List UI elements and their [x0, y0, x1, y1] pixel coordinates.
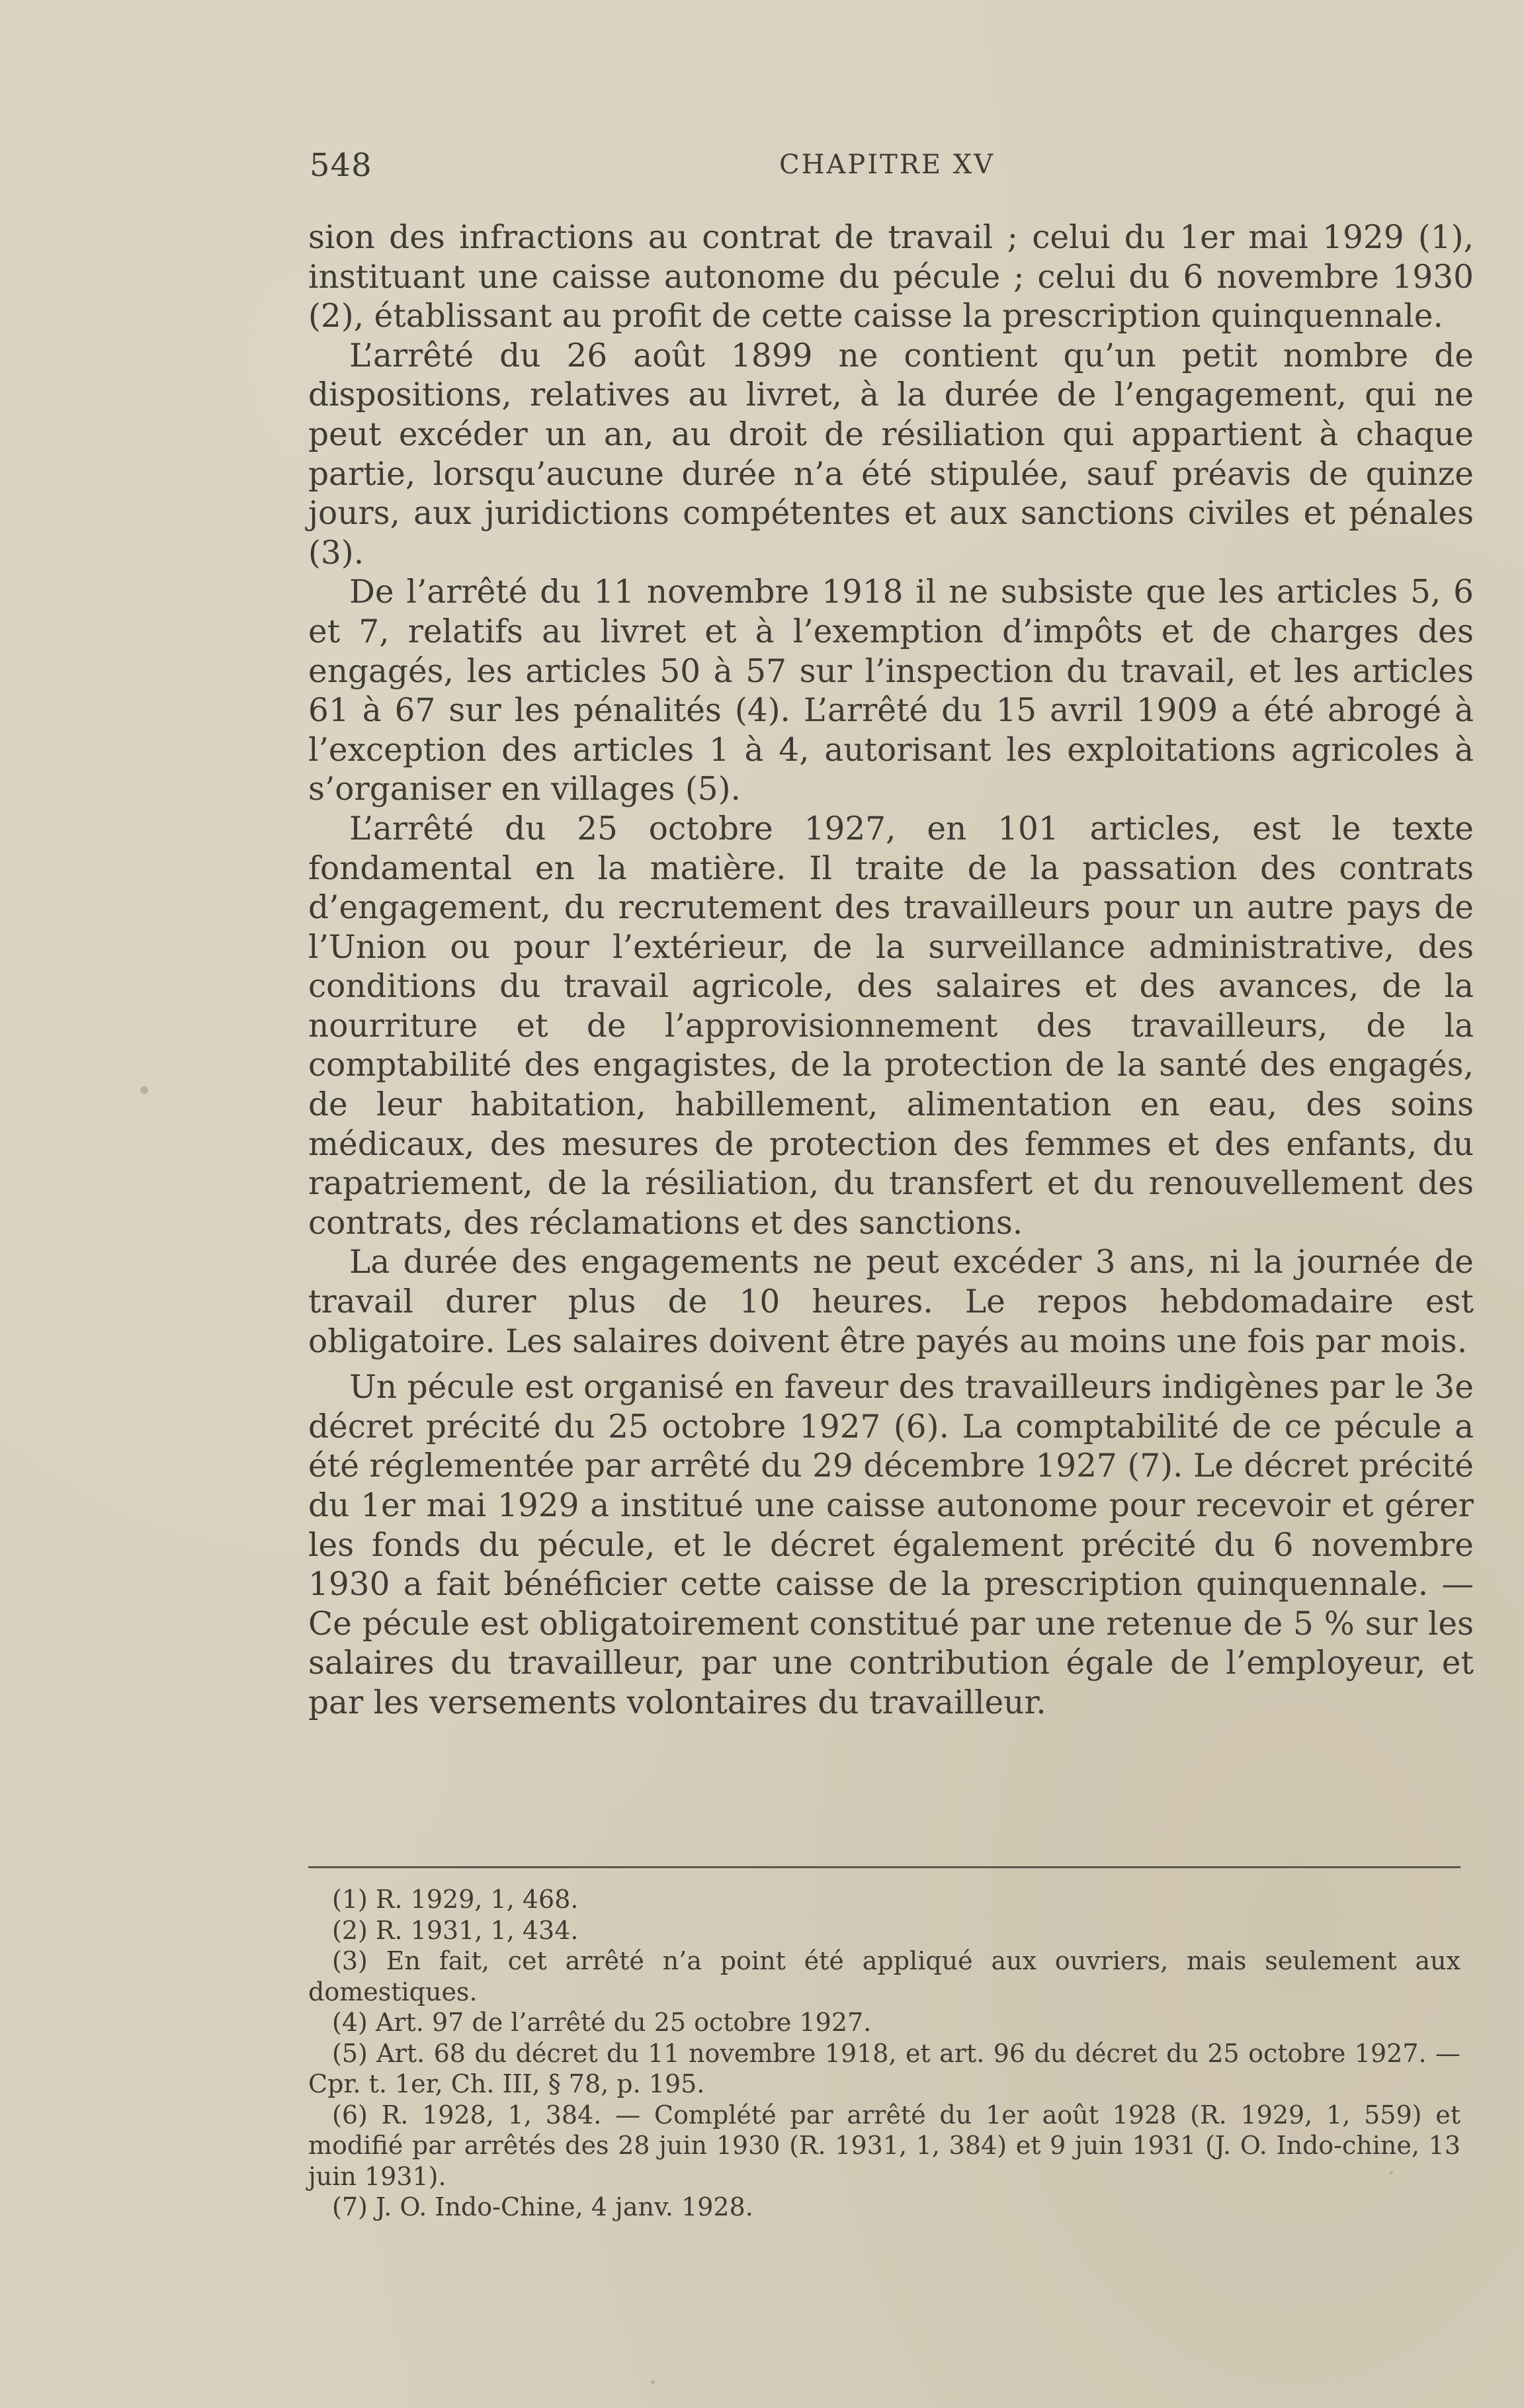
chapter-title: CHAPITRE XV [779, 150, 995, 180]
footnote-1: (1) R. 1929, 1, 468. [332, 1885, 579, 1914]
paragraph-arrete-1918: De l’arrêté du 11 novembre 1918 il ne subsiste que les articles 5, 6 et 7, relatifs au livret et à l’exemption d’impôts et de charges des engagés, les articles 50 à 57 sur l’inspection du travail, et les articles 61 à 67 sur les pénalités (4). L’arrêté du 15 avril 1909 a été abrogé à l’exception des articles 1 à 4, autorisant les exploitations agricoles à s’organiser en villages (5). [308, 574, 1474, 808]
page-number: 548 [310, 147, 372, 184]
footnote-2: (2) R. 1931, 1, 434. [332, 1915, 579, 1945]
footnote-3: (3) En fait, cet arrêté n’a point été appliqué aux ouvriers, mais seulement aux domestiques. [308, 1946, 1460, 2006]
body-text [308, 218, 1474, 1723]
running-head [310, 147, 1474, 187]
footnote-5: (5) Art. 68 du décret du 11 novembre 1918, et art. 96 du décret du 25 octobre 1927. — Cpr. t. 1er, Ch. III, § 78, p. 195. [308, 2038, 1460, 2098]
paper-speck [651, 2380, 655, 2384]
footnote-rule [308, 1866, 1460, 1868]
paragraph-arrete-1927: L’arrêté du 25 octobre 1927, en 101 articles, est le texte fondamental en la matière. Il traite de la passation des contrats d’engagement, du recrutement des travailleurs pour un autre pays de l’Union ou pour l’extérieur, de la surveillance administrative, des conditions du travail agricole, des salaires et des avances, de la nourriture et de l’approvisionnement des travailleurs, de la comptabilité des engagistes, de la protection de la santé des engagés, de leur habitation, habillement, alimentation en eau, des soins médicaux, des mesures de protection des femmes et des enfants, du rapatriement, de la résiliation, du transfert et du renouvellement des contrats, des réclamations et des sanctions. [308, 810, 1474, 1242]
footnote-7: (7) J. O. Indo-Chine, 4 janv. 1928. [332, 2192, 753, 2221]
paper-speck [140, 1086, 148, 1094]
paragraph-continuation: sion des infractions au contrat de travail ; celui du 1er mai 1929 (1), instituant une caisse autonome du pécule ; celui du 6 novembre 1930 (2), établissant au profit de cette caisse la prescription quinquennale. [308, 219, 1474, 335]
footnotes [308, 1884, 1460, 2223]
footnote-6: (6) R. 1928, 1, 384. — Complété par arrêté du 1er août 1928 (R. 1929, 1, 559) et modifié par arrêtés des 28 juin 1930 (R. 1931, 1, 384) et 9 juin 1931 (J. O. Indo-chine, 13 juin 1931). [308, 2100, 1460, 2191]
paragraph-duree-engagements: La durée des engagements ne peut excéder 3 ans, ni la journée de travail durer plus de 10 heures. Le repos hebdomadaire est obligatoire. Les salaires doivent être payés au moins une fois par mois. [308, 1244, 1474, 1360]
paragraph-pecule: Un pécule est organisé en faveur des travailleurs indigènes par le 3e décret précité du 25 octobre 1927 (6). La comptabilité de ce pécule a été réglementée par arrêté du 29 décembre 1927 (7). Le décret précité du 1er mai 1929 a institué une caisse autonome pour recevoir et gérer les fonds du pécule, et le décret également précité du 6 novembre 1930 a fait bénéficier cette caisse de la prescription quinquennale. — Ce pécule est obligatoirement constitué par une retenue de 5 % sur les salaires du travailleur, par une contribution égale de l’employeur, et par les versements volontaires du travailleur. [308, 1369, 1474, 1721]
footnote-4: (4) Art. 97 de l’arrêté du 25 octobre 1927. [332, 2008, 872, 2037]
paper-speck [1390, 2171, 1393, 2174]
paragraph-arrete-1899: L’arrêté du 26 août 1899 ne contient qu’un petit nombre de dispositions, relatives au livret, à la durée de l’engagement, qui ne peut excéder un an, au droit de résiliation qui appartient à chaque partie, lorsqu’aucune durée n’a été stipulée, sauf préavis de quinze jours, aux juridictions compétentes et aux sanctions civiles et pénales (3). [308, 337, 1474, 572]
